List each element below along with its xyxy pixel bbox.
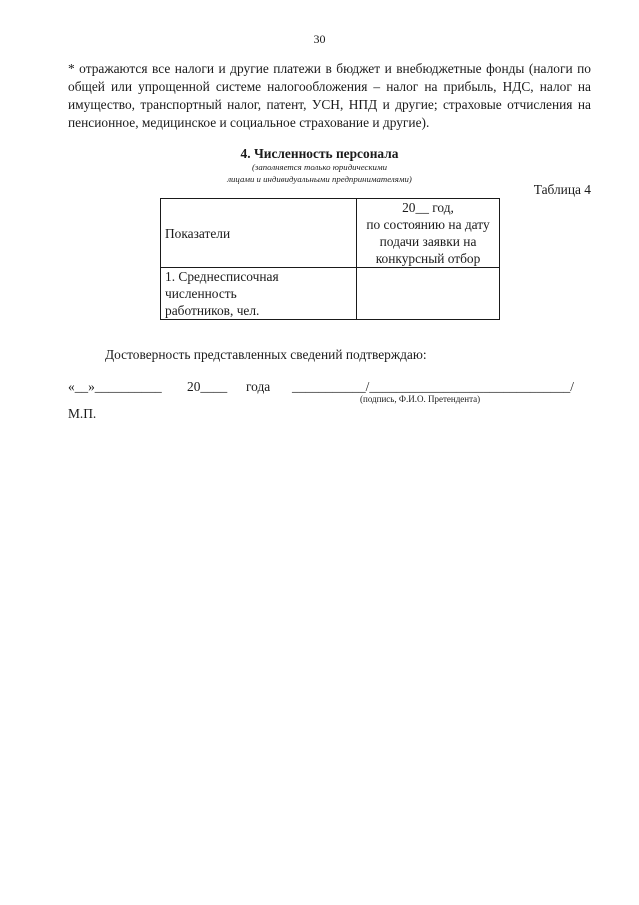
staff-table [160,198,500,320]
table-row [161,268,500,320]
table-header-row [161,199,500,268]
header-period-line-2: по состоянию на дату [366,217,490,232]
row-label-line-3: работников, чел. [165,303,260,318]
date-year-field: 20____ [187,379,228,394]
header-period-line-1: 20__ год, [402,200,454,215]
stamp-label: М.П. [68,406,97,421]
footnote-text: * отражаются все налоги и другие платежи в бюджет и внебюджетные фонды (налоги по общей или упрощенной системе налогообложения – налог на прибыль, НДС, налог на имущество, транспортный налог, патент, УСН, НПД и другие; страховые отчисления на пенсионное, медицинское и социальное страхование и другие). [68,61,591,130]
page-number: 30 [313,32,326,46]
table-caption: Таблица 4 [533,182,591,197]
row-label-line-1: 1. Среднесписочная [165,269,279,284]
row-value-cell[interactable] [357,268,500,320]
date-suffix: года [246,379,271,394]
section-subtitle-line-1: (заполняется только юридическими [252,162,387,172]
signature-field: ___________/______________________________/ [292,379,574,394]
header-indicator [161,199,357,268]
row-label-line-2: численность [165,286,237,301]
header-period-line-4: конкурсный отбор [375,251,481,266]
row-label [161,268,357,320]
signature-caption: (подпись, Ф.И.О. Претендента) [360,394,481,404]
section-subtitle-line-2: лицами и индивидуальными предпринимателями) [227,174,412,184]
header-period-line-3: подачи заявки на [379,234,477,249]
date-day-field: «__»__________ [68,379,162,394]
header-indicator-label: Показатели [165,225,231,241]
section-title: 4. Численность персонала [240,146,399,161]
confirmation-text: Достоверность представленных сведений подтверждаю: [105,347,427,362]
header-period [357,199,500,268]
